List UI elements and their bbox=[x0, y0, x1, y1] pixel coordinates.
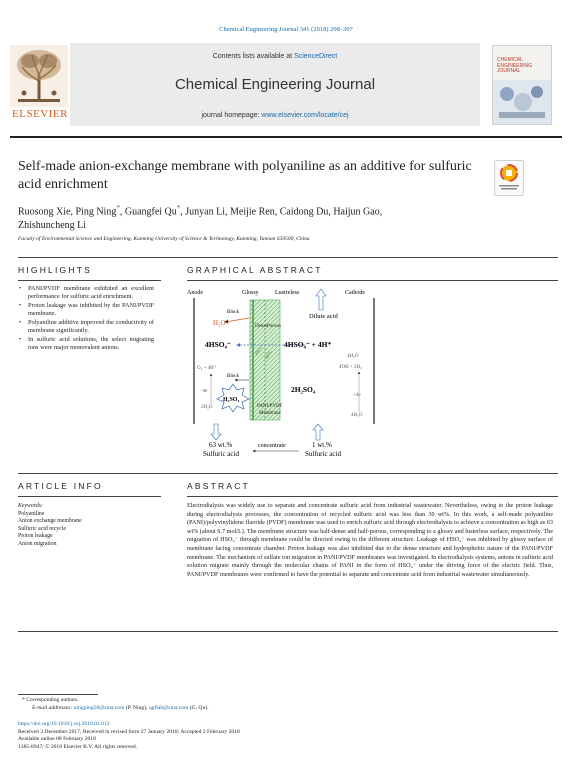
check-for-updates-button[interactable] bbox=[494, 160, 524, 196]
label-membrane-2: Membrane bbox=[259, 411, 281, 416]
keyword: Anion migration bbox=[18, 540, 57, 547]
journal-title: Chemical Engineering Journal bbox=[174, 76, 376, 93]
label-concentrate: concentrate bbox=[258, 443, 286, 449]
label-membrane-1: PANI/PVDF bbox=[257, 404, 283, 409]
journal-reference[interactable]: Chemical Engineering Journal 341 (2018) 298–307 bbox=[219, 26, 353, 33]
keyword: Anion exchange membrane bbox=[18, 518, 82, 525]
author[interactable]: Meijie Ren bbox=[230, 206, 275, 218]
section-divider bbox=[18, 257, 558, 258]
dilute-outlet-arrow bbox=[316, 289, 326, 310]
label-hso4-right: 4HSO₄⁻ + 4H⁺ bbox=[284, 340, 332, 349]
journal-homepage bbox=[70, 112, 480, 119]
highlight-item: • In sulfuric acid solutions, the select migrating ions were major monovalent anions. bbox=[18, 336, 154, 352]
label-dilute-acid: Dilute acid bbox=[309, 313, 338, 320]
article-title: Self-made anion-exchange membrane with polyaniline as an additive for sulfuric acid enrichment bbox=[18, 159, 472, 192]
highlight-item: • Proton leakage was inhibited by the PANI/PVDF membrane. bbox=[18, 302, 154, 318]
corresponding-mark[interactable]: * bbox=[176, 204, 181, 212]
label-e-left: -4e bbox=[201, 389, 208, 394]
highlights-rule bbox=[18, 280, 161, 281]
affiliation: Faculty of Environmental Science and Engineering, Kunming University of Science & Technology, Kunming, Yunnan 650500, China bbox=[18, 236, 310, 242]
email-link[interactable]: qgflab@sina.com bbox=[148, 704, 189, 711]
label-glossy: Glossy bbox=[242, 290, 259, 296]
author[interactable]: Junyan Li bbox=[185, 206, 225, 218]
label-lustreless: Lustreless bbox=[275, 290, 300, 296]
highlight-item: • PANI/PVDF membrane exhibited an excellent performance for sulfuric acid enrichment. bbox=[18, 285, 154, 301]
label-h2o-left: H₂O bbox=[213, 319, 226, 327]
email-line bbox=[22, 705, 542, 713]
email-link[interactable]: ningping58@sina.com bbox=[73, 704, 125, 711]
author[interactable]: Haijun Gao bbox=[333, 206, 380, 218]
highlight-item: • Polyaniline additive improved the conductivity of membrane significantly. bbox=[18, 319, 154, 335]
contents-line bbox=[70, 53, 480, 60]
label-porous: Porous bbox=[267, 324, 281, 329]
abstract-heading: ABSTRACT bbox=[187, 481, 250, 491]
keyword: Proton leakage bbox=[18, 533, 53, 540]
footnote-rule bbox=[18, 694, 98, 695]
author[interactable]: Guangfei Qu bbox=[124, 206, 177, 218]
corresponding-mark[interactable]: * bbox=[116, 204, 120, 212]
label-h2so4-left: H₂SO₄ bbox=[223, 397, 240, 403]
graphical-abstract-heading: GRAPHICAL ABSTRACT bbox=[187, 265, 323, 275]
graphical-abstract-rule bbox=[187, 280, 558, 281]
email-owner: (P. Ning), bbox=[124, 704, 149, 711]
label-conc-left: 63 wt.% bbox=[209, 441, 233, 449]
email-owner: (G. Qu). bbox=[188, 704, 209, 711]
doi-link[interactable]: https://doi.org/10.1016/j.cej.2018.02.012 bbox=[18, 721, 110, 727]
author[interactable]: Zhishuncheng Li bbox=[18, 219, 87, 231]
feed-inlet-arrow bbox=[313, 424, 323, 440]
keywords-label: Keywords: bbox=[18, 503, 43, 509]
label-acid-right: Sulfuric acid bbox=[305, 450, 341, 458]
label-anode: Anode bbox=[187, 290, 203, 296]
anode-electrode bbox=[193, 298, 195, 424]
label-h2so4-right: 2H₂SO₄ bbox=[291, 385, 316, 394]
label-o2-left: O₂ + 4H⁺ bbox=[197, 366, 217, 371]
email-label: E-mail addresses: bbox=[32, 704, 74, 711]
label-cathode: Cathode bbox=[345, 290, 365, 296]
label-hso4-diag2: HSO₄⁻ bbox=[263, 347, 274, 360]
label-e-right: +4e bbox=[353, 393, 361, 398]
label-block-1: Block bbox=[227, 310, 239, 315]
contents-prefix: Contents lists available at bbox=[212, 53, 295, 60]
keyword: Sulfuric acid recycle bbox=[18, 525, 66, 532]
author[interactable]: Caidong Du bbox=[279, 206, 329, 218]
label-h2o2-left: 2H₂O bbox=[201, 405, 213, 410]
elsevier-wordmark: ELSEVIER bbox=[12, 108, 68, 120]
abstract-text: Electrodialysis was widely use to separate and concentrate sulfuric acid from industrial wastewater. Nevertheless, owing to the proton leakage during electrodialysis processes, the concentration of recycled sulfuric acid was less than 30 wt%. In this work, a self-made polyaniline (PANI)/polyvinylidene fluoride (PVDF) membrane was used to enrich sulfuric acid through electrodialysis to achieve a concentration as high as 63 wt% (about 9.7 mol/L). The membrane structure was half-dense and half-porous, corresponding to a glossy and lusterless surface, respectively. The migration of HSO₄⁻ through membrane could be directed owing to the different structure. Leakage of HSO₄⁻ was inhibited by glossy surface of membrane facing concentrate chamber. Proton leakage was also inhibited due to the dense structure and hydrophobic nature of the PANI/PVDF membrane. The mechanism of sulfate ion migration in PANI/PVDF membranes was investigated. In electrodialysis systems, anions in sulfuric acid solution migrate mainly through the molecular chains of PANI in the form of HSO₄⁻ under the driving force of the electric field. Thus, PANI/PVDF membranes were confirmed to have the potential to separate and concentrate acid from industrial wastewater simultaneously. bbox=[187, 502, 553, 578]
article-info-heading: ARTICLE INFO bbox=[18, 481, 103, 491]
author-list: Ruosong Xie, Ping Ning*, Guangfei Qu*, Junyan Li, Meijie Ren, Caidong Du, Haijun Gao, Zhishuncheng Li bbox=[18, 204, 383, 231]
label-block-2: Block bbox=[227, 374, 239, 379]
copyright: 1385-8947/ © 2018 Elsevier B.V. All rights reserved. bbox=[18, 743, 138, 750]
label-dense: Dense bbox=[255, 324, 268, 329]
homepage-link[interactable]: www.elsevier.com/locate/cej bbox=[261, 112, 349, 119]
author[interactable]: Ruosong Xie bbox=[18, 206, 71, 218]
electrodialysis-diagram bbox=[187, 284, 387, 460]
concentrate-outlet-arrow bbox=[211, 424, 221, 440]
label-oh-right: 4OH + 2H₂ bbox=[339, 365, 362, 370]
keywords-block bbox=[18, 503, 158, 549]
highlights-heading: HIGHLIGHTS bbox=[18, 265, 92, 275]
label-hso4-left: 4HSO₄⁻ bbox=[205, 340, 231, 349]
graphical-abstract-figure bbox=[187, 284, 387, 460]
label-h2o-right-2: 4H₂O bbox=[351, 413, 363, 418]
header-rule bbox=[10, 136, 562, 138]
cathode-electrode bbox=[373, 298, 375, 424]
received-dates: Received 3 December 2017; Received in revised form 27 January 2018; Accepted 2 February 2018 bbox=[18, 728, 240, 735]
section-divider bbox=[18, 631, 558, 632]
section-divider bbox=[18, 473, 558, 474]
cover-title: CHEMICAL ENGINEERING JOURNAL bbox=[497, 57, 533, 74]
homepage-label: journal homepage: bbox=[201, 112, 262, 119]
article-info-rule bbox=[18, 496, 161, 497]
highlights-list bbox=[18, 285, 154, 353]
label-conc-right: 1 wt.% bbox=[312, 441, 332, 449]
keyword: Polyaniline bbox=[18, 510, 45, 517]
journal-cover-thumbnail[interactable] bbox=[492, 45, 552, 125]
footnote-block bbox=[22, 697, 542, 712]
abstract-rule bbox=[187, 496, 558, 497]
label-acid-left: Sulfuric acid bbox=[203, 450, 239, 458]
sciencedirect-link[interactable]: ScienceDirect bbox=[294, 53, 338, 60]
label-h2o-right: 4H₂O bbox=[347, 354, 359, 359]
corresponding-note: * Corresponding authors. bbox=[22, 697, 79, 703]
available-online: Available online 08 February 2018 bbox=[18, 736, 96, 743]
label-hso4-diag1: HSO₄⁻ bbox=[253, 343, 264, 356]
publication-info bbox=[18, 721, 558, 751]
author[interactable]: Ping Ning bbox=[75, 206, 117, 218]
